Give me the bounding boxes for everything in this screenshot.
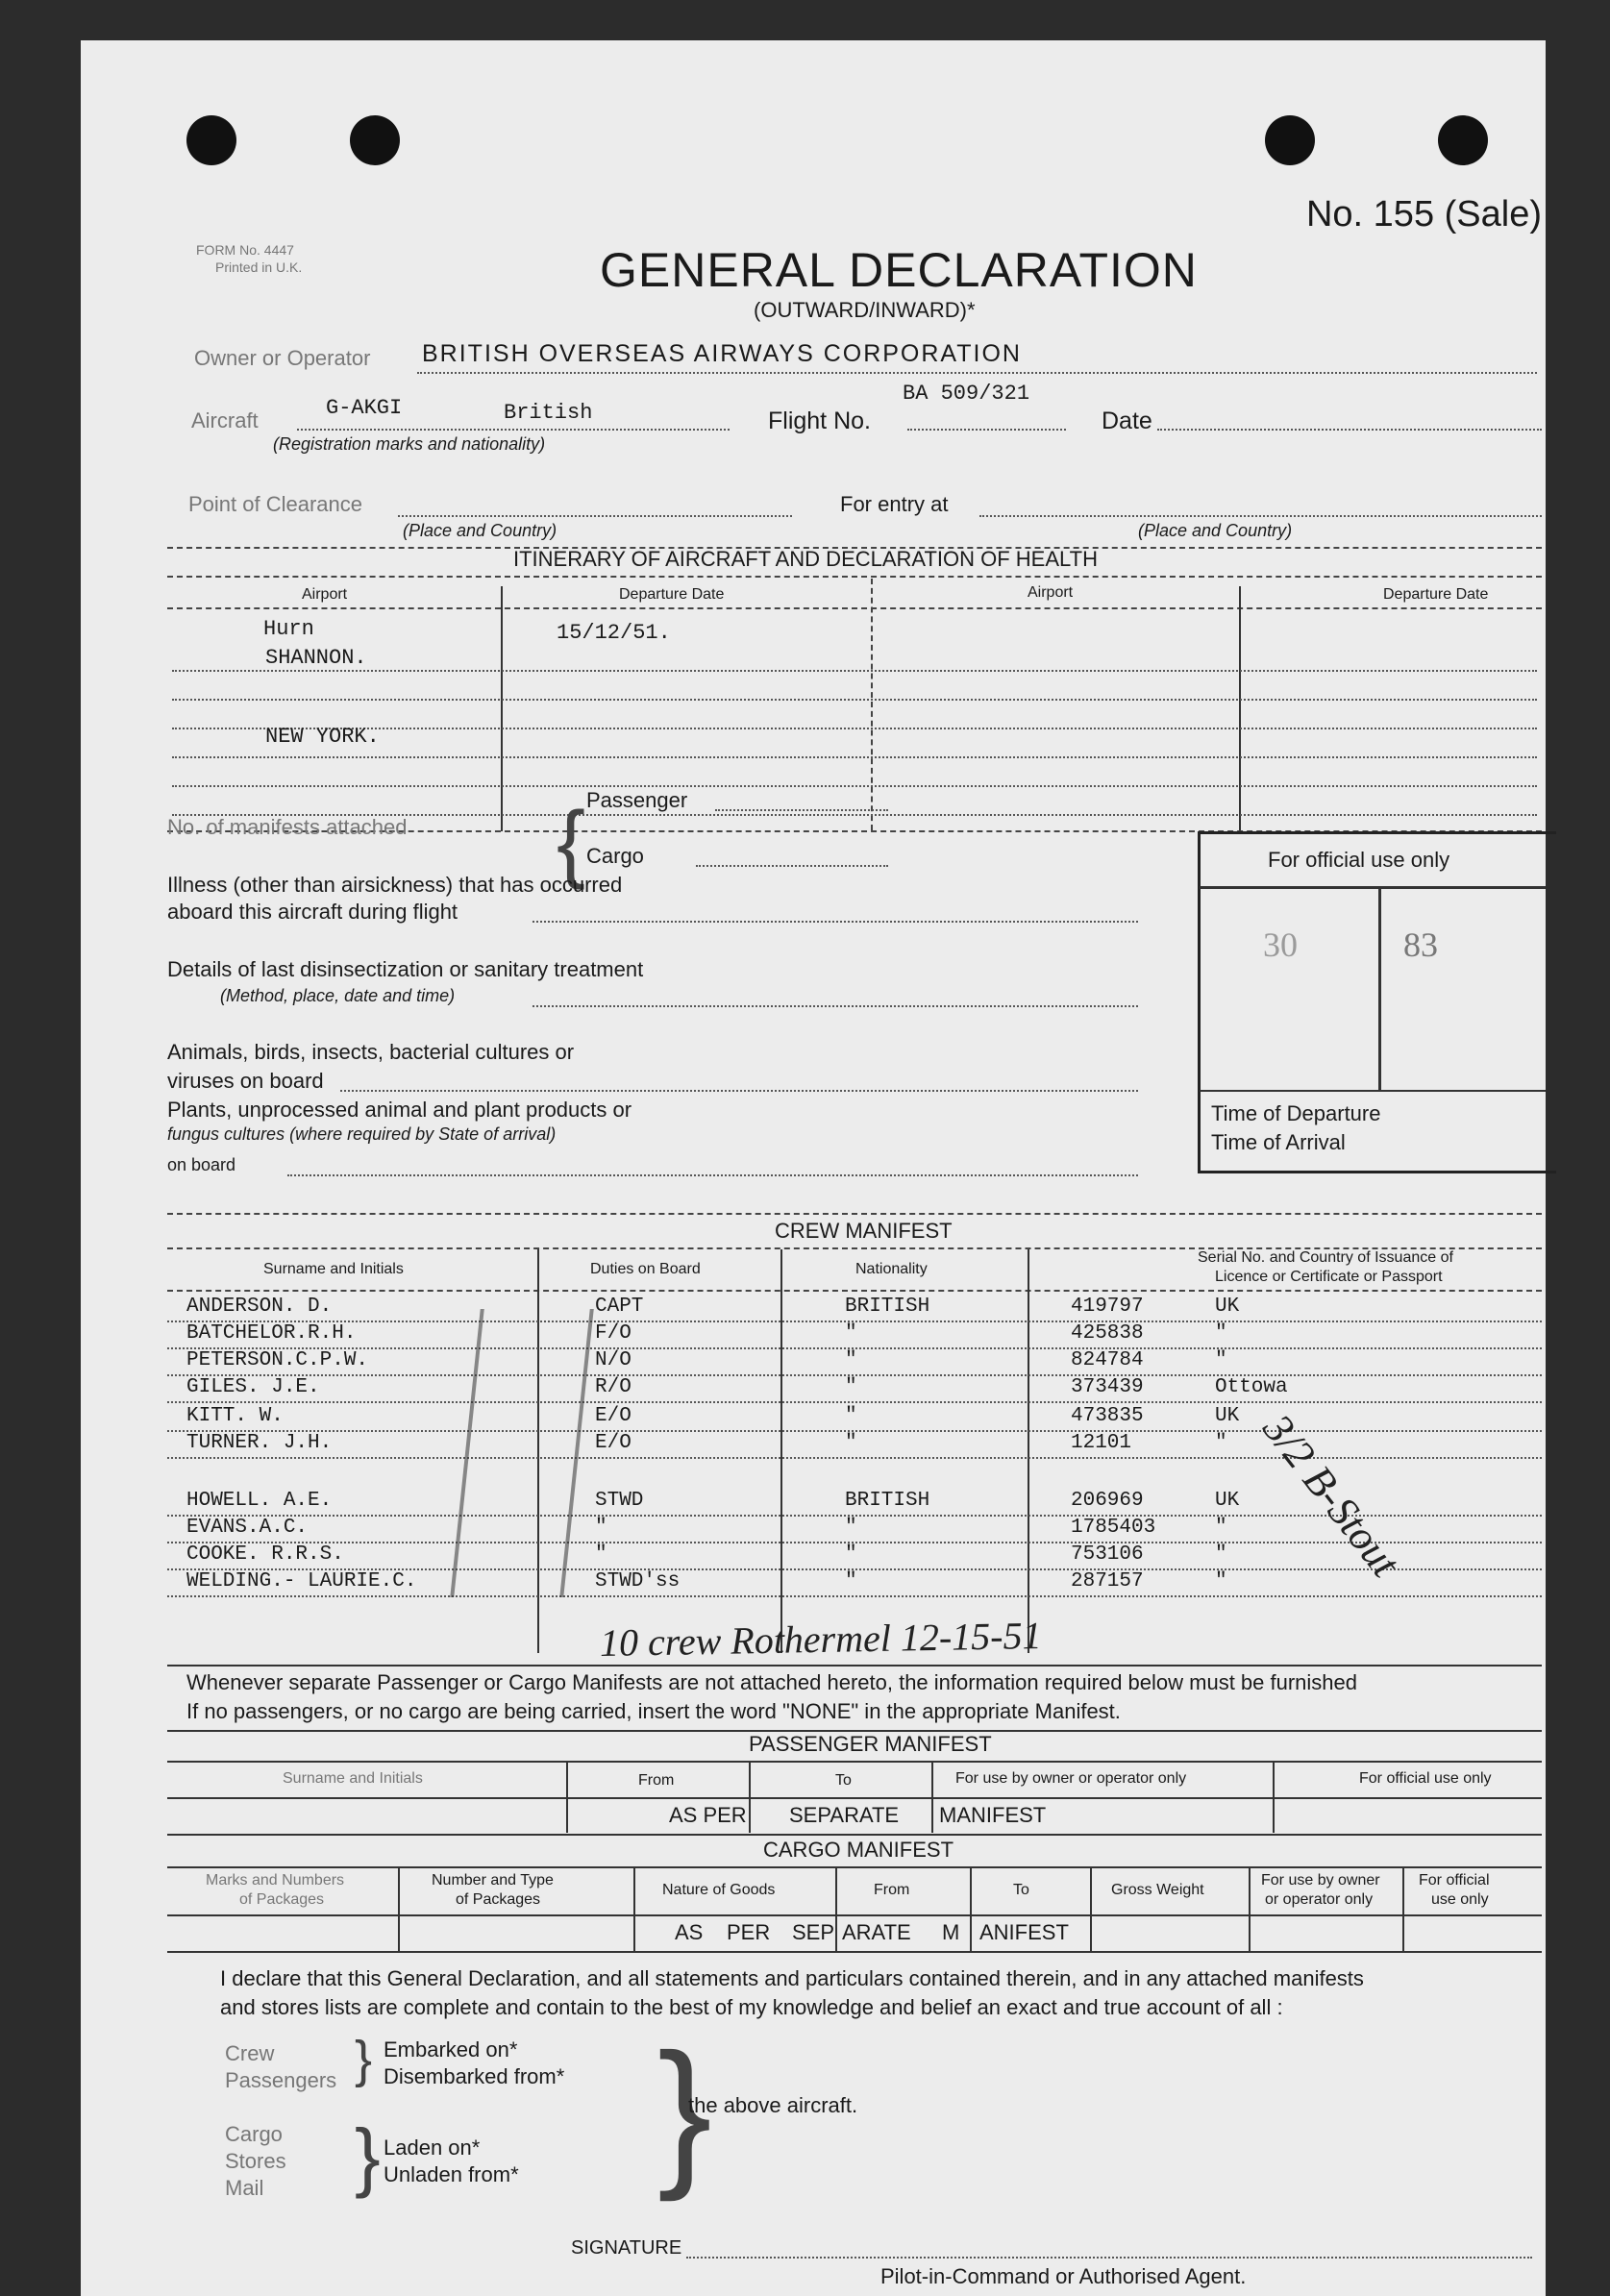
decl-embarked: Embarked on* xyxy=(384,2037,518,2061)
document-number: No. 155 (Sale) xyxy=(1305,194,1542,235)
cargo-entry: AS xyxy=(675,1920,704,1944)
plants-label-end: on board xyxy=(167,1155,236,1174)
punch-hole xyxy=(350,115,400,165)
decl-crew: Crew xyxy=(225,2041,275,2065)
crew-country: UK xyxy=(1215,1405,1240,1427)
passenger-col-owner: For use by owner or operator only xyxy=(955,1770,1187,1787)
crew-name: HOWELL. A.E. xyxy=(186,1490,333,1512)
decl-mail: Mail xyxy=(225,2176,264,2200)
cargo-col-from: From xyxy=(874,1882,910,1898)
crew-col-nationality: Nationality xyxy=(855,1261,928,1277)
decl-passengers: Passengers xyxy=(225,2068,337,2092)
crew-row xyxy=(81,1322,1542,1347)
crew-row xyxy=(81,1405,1542,1430)
animals-label: Animals, birds, insects, bacterial cultures or xyxy=(167,1040,575,1064)
crew-name: TURNER. J.H. xyxy=(186,1432,333,1454)
aircraft-note: (Registration marks and nationality) xyxy=(273,434,546,454)
crew-duty: STWD xyxy=(595,1490,644,1512)
date-label: Date xyxy=(1102,407,1152,434)
itinerary-airport: NEW YORK. xyxy=(265,725,380,749)
crew-name: WELDING.- LAURIE.C. xyxy=(186,1570,417,1592)
disinsect-note: (Method, place, date and time) xyxy=(220,986,456,1005)
crew-name: PETERSON.C.P.W. xyxy=(186,1349,369,1371)
crew-row xyxy=(81,1570,1542,1595)
official-stamp-right: 83 xyxy=(1403,926,1438,964)
crew-row xyxy=(81,1296,1542,1321)
crew-duty: " xyxy=(595,1543,607,1566)
manifests-label: No. of manifests attached xyxy=(167,815,408,839)
aircraft-registration: G-AKGI xyxy=(326,396,403,420)
cargo-col-to: To xyxy=(1013,1882,1029,1898)
signature-label: SIGNATURE xyxy=(571,2237,682,2259)
declaration-line-2: and stores lists are complete and contain to the best of my knowledge and belief an exact and true account of all : xyxy=(220,1995,1283,2019)
crew-nationality: BRITISH xyxy=(845,1296,930,1318)
illness-label-cont: aboard this aircraft during flight xyxy=(167,900,458,924)
passenger-col-to: To xyxy=(835,1772,852,1789)
crew-col-duties: Duties on Board xyxy=(590,1261,701,1277)
crew-duty: STWD'ss xyxy=(595,1570,681,1592)
crew-country: UK xyxy=(1215,1490,1240,1512)
cargo-col-nature: Nature of Goods xyxy=(662,1882,776,1898)
decl-stores: Stores xyxy=(225,2149,286,2173)
cargo-entry: ANIFEST xyxy=(979,1920,1069,1944)
official-heading: For official use only xyxy=(1268,848,1450,872)
crew-serial: 287157 xyxy=(1071,1570,1144,1592)
crew-country: " xyxy=(1215,1570,1227,1592)
crew-serial: 425838 xyxy=(1071,1322,1144,1345)
manifests-brace: { xyxy=(557,795,586,891)
decl-aircraft: the above aircraft. xyxy=(688,2093,858,2117)
crew-col-serial: Serial No. and Country of Issuance of xyxy=(1198,1249,1453,1266)
decl-cargo: Cargo xyxy=(225,2122,283,2146)
clearance-note: (Place and Country) xyxy=(403,521,557,540)
punch-hole xyxy=(1438,115,1488,165)
page-title: GENERAL DECLARATION xyxy=(600,243,1198,297)
itinerary-heading: ITINERARY OF AIRCRAFT AND DECLARATION OF HEALTH xyxy=(513,547,1098,571)
crew-country: " xyxy=(1215,1543,1227,1566)
crew-name: ANDERSON. D. xyxy=(186,1296,333,1318)
itinerary-airport-header: Airport xyxy=(1028,584,1074,601)
cargo-heading: CARGO MANIFEST xyxy=(763,1838,954,1862)
crew-nationality: " xyxy=(845,1376,857,1398)
crew-col-name: Surname and Initials xyxy=(263,1261,404,1277)
crew-duty: E/O xyxy=(595,1405,632,1427)
notice-line-1: Whenever separate Passenger or Cargo Manifests are not attached hereto, the information required below must be furnished xyxy=(186,1670,1358,1694)
punch-hole xyxy=(186,115,236,165)
passenger-col-name: Surname and Initials xyxy=(283,1770,423,1787)
crew-country: " xyxy=(1215,1349,1227,1371)
aircraft-nationality: British xyxy=(504,401,593,425)
plants-label: Plants, unprocessed animal and plant products or xyxy=(167,1098,632,1122)
page-subtitle: (OUTWARD/INWARD)* xyxy=(754,298,976,322)
cargo-col-owner-cont: or operator only xyxy=(1265,1891,1374,1908)
flight-number: BA 509/321 xyxy=(903,382,1030,406)
time-departure-label: Time of Departure xyxy=(1211,1101,1381,1125)
disinsect-label: Details of last disinsectization or sanitary treatment xyxy=(167,957,644,981)
passenger-heading: PASSENGER MANIFEST xyxy=(749,1732,992,1756)
crew-row xyxy=(81,1376,1542,1401)
crew-name: BATCHELOR.R.H. xyxy=(186,1322,357,1345)
crew-nationality: BRITISH xyxy=(845,1490,930,1512)
itinerary-departure-header: Departure Date xyxy=(619,586,725,603)
crew-serial: 824784 xyxy=(1071,1349,1144,1371)
manifests-passenger: Passenger xyxy=(586,788,688,812)
cargo-col-number-cont: of Packages xyxy=(456,1891,541,1908)
crew-serial: 419797 xyxy=(1071,1296,1144,1318)
cargo-entry: SEP xyxy=(792,1920,835,1944)
crew-serial: 753106 xyxy=(1071,1543,1144,1566)
entry-note: (Place and Country) xyxy=(1138,521,1293,540)
declaration-sheet xyxy=(81,40,1546,2296)
cargo-entry: M xyxy=(942,1920,960,1944)
crew-handwritten-note: 10 crew Rothermel 12-15-51 xyxy=(599,1613,1042,1666)
crew-duty: E/O xyxy=(595,1432,632,1454)
clearance-label: Point of Clearance xyxy=(188,492,362,516)
crew-col-serial-cont: Licence or Certificate or Passport xyxy=(1215,1269,1443,1285)
illness-label: Illness (other than airsickness) that has occurred xyxy=(167,873,623,897)
crew-duty: " xyxy=(595,1517,607,1539)
crew-heading: CREW MANIFEST xyxy=(775,1219,953,1243)
itinerary-airport: SHANNON. xyxy=(265,646,367,670)
decl-brace: } xyxy=(355,2031,373,2088)
crew-name: KITT. W. xyxy=(186,1405,284,1427)
passenger-entry-manifest: MANIFEST xyxy=(939,1803,1047,1827)
cargo-col-marks: Marks and Numbers xyxy=(206,1872,345,1889)
decl-brace: } xyxy=(355,2113,381,2199)
crew-serial: 373439 xyxy=(1071,1376,1144,1398)
crew-nationality: " xyxy=(845,1570,857,1592)
crew-handwritten-side: 3/2 B-Stout xyxy=(1253,1405,1409,1586)
crew-nationality: " xyxy=(845,1432,857,1454)
crew-serial: 206969 xyxy=(1071,1490,1144,1512)
notice-line-2: If no passengers, or no cargo are being carried, insert the word "NONE" in the appropriate Manifest. xyxy=(186,1699,1121,1723)
cargo-col-official: For official xyxy=(1419,1872,1490,1889)
itinerary-airport-header: Airport xyxy=(302,586,348,603)
crew-country: Ottowa xyxy=(1215,1376,1288,1398)
decl-disembarked: Disembarked from* xyxy=(384,2064,565,2088)
crew-nationality: " xyxy=(845,1349,857,1371)
crew-country: " xyxy=(1215,1517,1227,1539)
crew-duty: F/O xyxy=(595,1322,632,1345)
crew-nationality: " xyxy=(845,1517,857,1539)
declaration-line-1: I declare that this General Declaration, and all statements and particulars contained therein, and in any attached manifests xyxy=(220,1966,1364,1990)
animals-label-cont: viruses on board xyxy=(167,1069,324,1093)
crew-duty: N/O xyxy=(595,1349,632,1371)
official-stamp-left: 30 xyxy=(1263,926,1298,964)
crew-name: GILES. J.E. xyxy=(186,1376,320,1398)
aircraft-label: Aircraft xyxy=(191,408,259,432)
cargo-entry: PER xyxy=(727,1920,771,1944)
cargo-entry: ARATE xyxy=(842,1920,911,1944)
passenger-entry-separate: SEPARATE xyxy=(789,1803,900,1827)
plants-label-cont: fungus cultures (where required by State of arrival) xyxy=(167,1124,557,1144)
passenger-col-from: From xyxy=(638,1772,675,1789)
crew-duty: R/O xyxy=(595,1376,632,1398)
decl-big-brace: } xyxy=(657,2020,712,2203)
time-arrival-label: Time of Arrival xyxy=(1211,1130,1346,1154)
crew-country: " xyxy=(1215,1322,1227,1345)
owner-label: Owner or Operator xyxy=(194,346,371,370)
crew-nationality: " xyxy=(845,1405,857,1427)
owner-value: BRITISH OVERSEAS AIRWAYS CORPORATION xyxy=(422,340,1022,367)
cargo-col-weight: Gross Weight xyxy=(1111,1882,1204,1898)
cargo-col-marks-cont: of Packages xyxy=(239,1891,325,1908)
decl-unladen: Unladen from* xyxy=(384,2162,519,2186)
cargo-col-owner: For use by owner xyxy=(1261,1872,1380,1889)
form-printed: Printed in U.K. xyxy=(215,259,303,275)
form-reference: FORM No. 4447 xyxy=(196,242,294,258)
crew-name: EVANS.A.C. xyxy=(186,1517,309,1539)
crew-duty: CAPT xyxy=(595,1296,644,1318)
crew-nationality: " xyxy=(845,1322,857,1345)
crew-row xyxy=(81,1349,1542,1374)
crew-name: COOKE. R.R.S. xyxy=(186,1543,344,1566)
crew-serial: 12101 xyxy=(1071,1432,1132,1454)
crew-row xyxy=(81,1543,1542,1568)
cargo-col-official-cont: use only xyxy=(1431,1891,1489,1908)
decl-laden: Laden on* xyxy=(384,2136,481,2160)
itinerary-departure-header: Departure Date xyxy=(1383,586,1489,603)
flight-label: Flight No. xyxy=(768,407,871,434)
crew-nationality: " xyxy=(845,1543,857,1566)
manifests-cargo: Cargo xyxy=(586,844,644,868)
crew-serial: 473835 xyxy=(1071,1405,1144,1427)
itinerary-airport: Hurn xyxy=(263,617,314,641)
passenger-entry-as-per: AS PER xyxy=(669,1803,747,1827)
crew-serial: 1785403 xyxy=(1071,1517,1156,1539)
crew-country: UK xyxy=(1215,1296,1240,1318)
passenger-col-official: For official use only xyxy=(1359,1770,1492,1787)
crew-country: " xyxy=(1215,1432,1227,1454)
signature-caption: Pilot-in-Command or Authorised Agent. xyxy=(880,2264,1247,2288)
itinerary-departure-date: 15/12/51. xyxy=(557,621,671,645)
cargo-col-number: Number and Type xyxy=(432,1872,554,1889)
entry-label: For entry at xyxy=(840,492,949,516)
punch-hole xyxy=(1265,115,1315,165)
